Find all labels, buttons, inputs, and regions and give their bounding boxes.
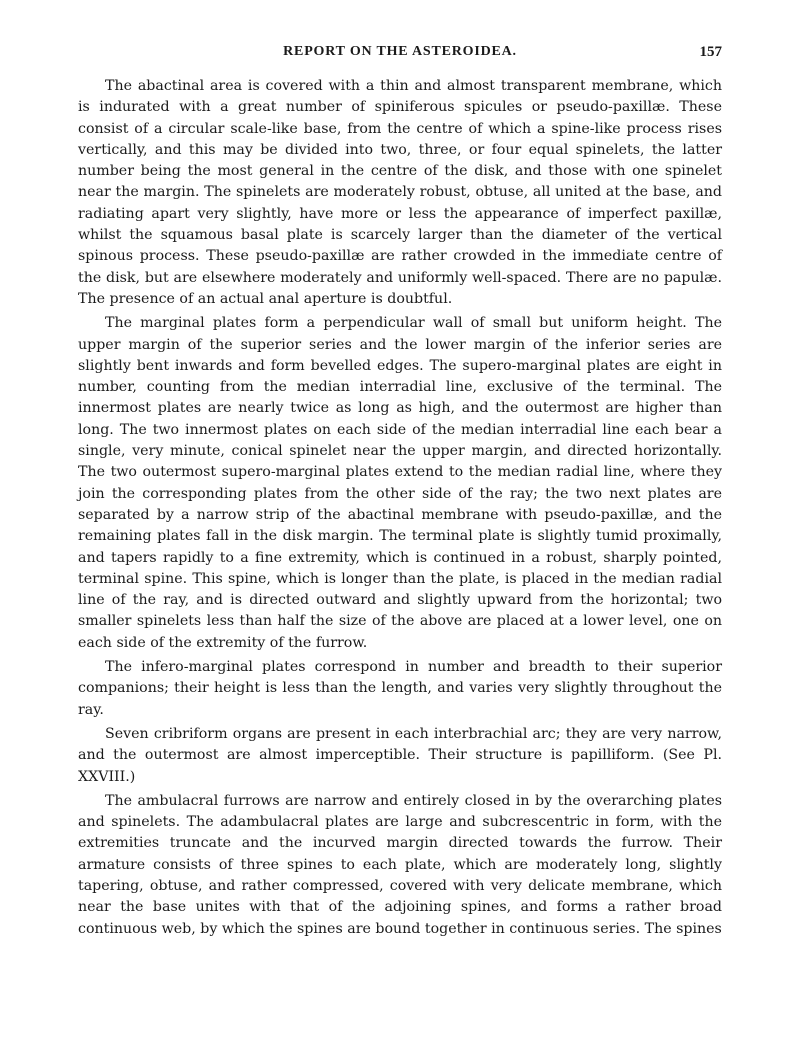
paragraph-cribriform-organs: Seven cribriform organs are present in each interbrachial arc; they are very narrow, and the outermost are almost imperceptible. Their structure is papilliform. (See Pl. XXVIII.): [78, 725, 722, 785]
running-header: [78, 44, 722, 66]
paragraph-infero-marginal-plates: The infero-marginal plates correspond in number and breadth to their superior companions; their height is less than the length, and varies very slightly throughout the ray.: [78, 659, 722, 718]
header-title: REPORT ON THE ASTEROIDEA.: [283, 44, 517, 59]
paragraph-marginal-plates: The marginal plates form a perpendicular wall of small but uniform height. The upper margin of the superior series and the lower margin of the inferior series are slightly bent inwards and form bevelled edges. The supero-marginal plates are eight in number, counting from the median interradial line, exclusive of the terminal. The innermost plates are nearly twice as long as high, and the outermost are higher than long. The two innermost plates on each side of the median interradial line each bear a single, very minute, conical spinelet near the upper margin, and directed horizontally. The two outermost supero-marginal plates extend to the median radial line, where they join the corresponding plates from the other side of the ray; the two next plates are separated by a narrow strip of the abactinal membrane with pseudo-paxillæ, and the remaining plates fall in the disk margin. The terminal plate is slightly tumid proximally, and tapers rapidly to a fine extremity, which is continued in a robust, sharply pointed, terminal spine. This spine, which is longer than the plate, is placed in the median radial line of the ray, and is directed outward and slightly upward from the horizontal; two smaller spinelets less than half the size of the above are placed at a lower level, one on each side of the extremity of the furrow.: [78, 315, 722, 651]
body-text: [78, 76, 722, 943]
paragraph-ambulacral-furrows: The ambulacral furrows are narrow and entirely closed in by the overarching plates and spinelets. The adambulacral plates are large and subcrescentric in form, with the extremities truncate and the incurved margin directed towards the furrow. Their armature consists of three spines to each plate, which are moderately long, slightly tapering, obtuse, and rather compressed, covered with very delicate membrane, which near the base unites with that of the adjoining spines, and forms a rather broad continuous web, by which the spines are bound together in continuous series. The spines: [78, 792, 722, 937]
page-number: 157: [699, 44, 722, 60]
paragraph-abactinal-area: The abactinal area is covered with a thin and almost transparent membrane, which is indurated with a great number of spiniferous spicules or pseudo-paxillæ. These consist of a circular scale-like base, from the centre of which a spine-like process rises vertically, and this may be divided into two, three, or four equal spinelets, the latter number being the most general in the centre of the disk, and those with one spinelet near the margin. The spinelets are moderately robust, obtuse, all united at the base, and radiating apart very slightly, have more or less the appearance of imperfect paxillæ, whilst the squamous basal plate is scarcely larger than the diameter of the vertical spinous process. These pseudo-paxillæ are rather crowded in the immediate centre of the disk, but are elsewhere moderately and uniformly well-spaced. There are no papulæ. The presence of an actual anal aperture is doubtful.: [78, 78, 722, 307]
